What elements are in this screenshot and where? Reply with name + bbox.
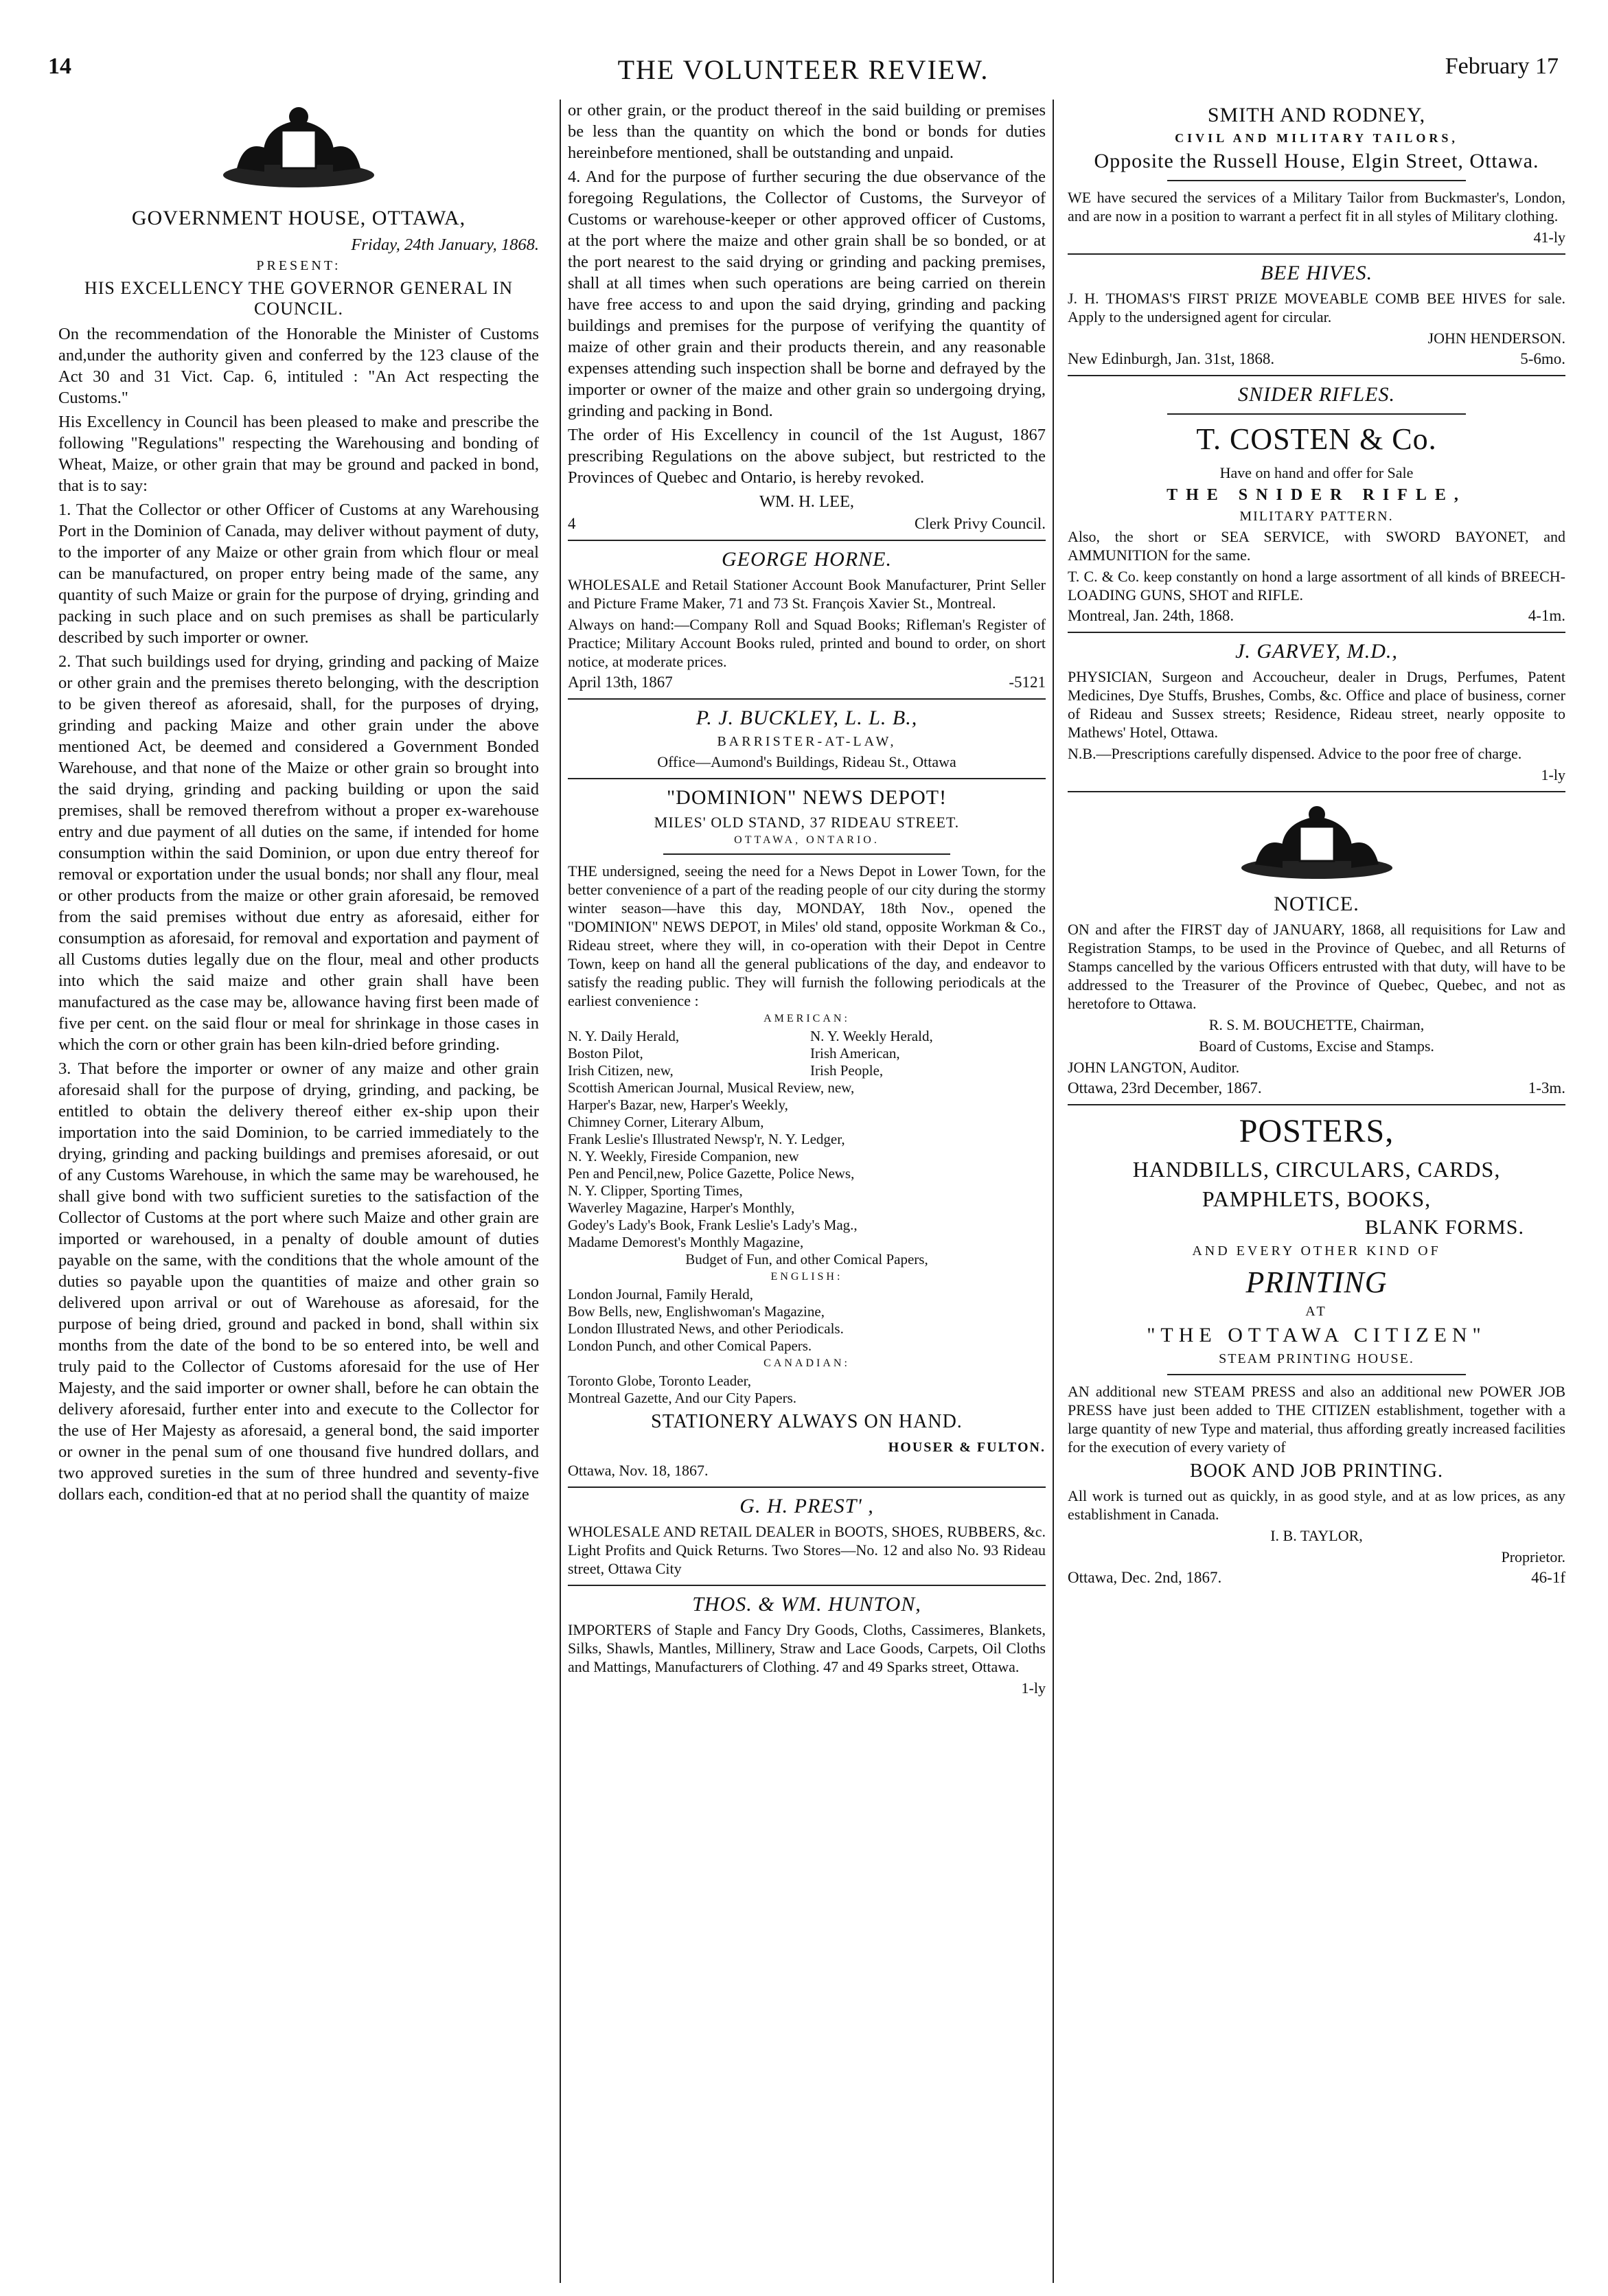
posters-heading: POSTERS,	[1239, 1113, 1394, 1149]
notice-dateline	[1068, 1079, 1565, 1097]
stationery-heading: STATIONERY ALWAYS ON HAND.	[651, 1411, 963, 1432]
signature-title: Clerk Privy Council.	[914, 515, 1046, 532]
periodicals-american-more	[568, 1079, 1046, 1268]
citizen-heading: "THE OTTAWA CITIZEN"	[1147, 1324, 1486, 1346]
periodical: Montreal Gazette, And our City Papers.	[568, 1390, 797, 1406]
divider	[1167, 1374, 1466, 1375]
ad-subheading: CIVIL AND MILITARY TAILORS,	[1175, 131, 1458, 145]
notice-date: Ottawa, 23rd December, 1867.	[1068, 1079, 1262, 1097]
ad-text: WE have secured the services of a Military Tailor from Buckmaster's, London, and are now in a position to warrant a perfect fit in all styles of Military clothing.	[1068, 189, 1565, 225]
page-header	[48, 54, 1559, 95]
printing-line: AND EVERY OTHER KIND OF	[1192, 1243, 1441, 1259]
council-heading: HIS EXCELLENCY THE GOVERNOR GENERAL IN COUNCIL.	[84, 278, 514, 319]
book-job-heading: BOOK AND JOB PRINTING.	[1190, 1460, 1443, 1482]
ad-heading-preston: G. H. PREST' ,	[739, 1495, 874, 1517]
divider	[1068, 791, 1565, 792]
ad-heading-garvey: J. GARVEY, M.D.,	[1235, 640, 1398, 663]
printing-line: PAMPHLETS, BOOKS,	[1202, 1186, 1432, 1211]
divider	[1068, 253, 1565, 255]
ad-signature: I. B. TAYLOR,	[1270, 1527, 1363, 1544]
ad-dateline	[1068, 607, 1565, 625]
ad-code: 5-6mo.	[1520, 350, 1565, 367]
ad-heading-snider: SNIDER RIFLES.	[1238, 383, 1395, 406]
divider	[568, 1486, 1046, 1488]
ad-signature: Proprietor.	[1501, 1548, 1565, 1565]
ad-address: Opposite the Russell House, Elgin Street, Ottawa.	[1094, 150, 1539, 172]
divider	[568, 698, 1046, 700]
ad-text: T. C. & Co. keep constantly on hond a large assortment of all kinds of BREECH-LOADING GUNS, SHOT and RIFLE.	[1068, 568, 1565, 604]
periodical: London Illustrated News, and other Periodicals.	[568, 1320, 844, 1337]
periodical: Toronto Globe, Toronto Leader,	[568, 1373, 752, 1389]
ad-subheading: BARRISTER-AT-LAW,	[717, 734, 897, 749]
notice-signature: Board of Customs, Excise and Stamps.	[1199, 1037, 1434, 1055]
order-paragraph: 3. That before the importer or owner of any maize and other grain aforesaid shall for the purpose of drying, grinding, and packing, be entitled to obtain the delivery thereof either ex-ship upon their importation into the said Dominion, to be carried immediately to the drying, grinding and packing buildings and premises aforesaid, or out of any Customs Warehouse, in which the same may be warehoused, he shall give bond with two sufficient sureties to the satisfaction of the Collector of Customs at the port where such Maize and other grain are imported or warehoused, in a penalty of double amount of duties payable on the same, with the conditions that the whole amount of the duties so payable upon the quantities of maize and other grain so delivered upon arrival or out of Warehouse as aforesaid, for the purpose of being dried, ground and packed in bond, shall within six months from the date of the bond to be so entered into, be well and truly paid to the Collector of Customs aforesaid for the use of Her Majesty, and the said importer or owner shall, before he can obtain the delivery aforesaid, further enter into and execute to the Collector for the use of Her Majesty as aforesaid, a general bond, the said importer or owner in the penal sum of one thousand five hundred dollars, and two approved sureties in the sum of three hundred and seventy-five dollars each, condition-ed that at no period shall the quantity of maize	[58, 1059, 539, 1504]
order-paragraph: On the recommendation of the Honorable the Minister of Customs and,under the authority given and conferred by the 123 clause of the Act 30 and 31 Vict. Cap. 6, intituled : "An Act respecting the Customs."	[58, 325, 539, 407]
ad-text: IMPORTERS of Staple and Fancy Dry Goods, Cloths, Cassimeres, Blankets, Silks, Shawls, Mantles, Millinery, Straw and Lace Goods, Carpets, Oil Cloths and Mattings, Manufacturers of Clothing. 47 and 49 Sparks street, Ottawa.	[568, 1621, 1046, 1675]
present-label: PRESENT:	[256, 258, 341, 273]
printing-line: STEAM PRINTING HOUSE.	[1219, 1351, 1414, 1366]
periodical: Frank Leslie's Illustrated Newsp'r, N. Y. Ledger,	[568, 1131, 845, 1147]
signature-name: WM. H. LEE,	[759, 492, 855, 511]
ad-signature: JOHN HENDERSON.	[1427, 330, 1565, 347]
periodical: Pen and Pencil,new, Police Gazette, Police News,	[568, 1165, 855, 1182]
ad-text: WHOLESALE AND RETAIL DEALER in BOOTS, SHOES, RUBBERS, &c. Light Profits and Quick Returns. Two Stores—No. 12 and also No. 93 Rideau street, Ottawa City	[568, 1523, 1046, 1577]
periodical: N. Y. Daily Herald,	[568, 1028, 680, 1044]
ad-code: 4-1m.	[1528, 607, 1565, 624]
periodical: Godey's Lady's Book, Frank Leslie's Lady's Mag.,	[568, 1217, 858, 1233]
ad-heading-smith: SMITH AND RODNEY,	[1207, 104, 1426, 126]
divider	[568, 540, 1046, 541]
periodicals-american	[568, 1028, 1046, 1079]
printing-line: AT	[1305, 1304, 1328, 1319]
ad-text: All work is turned out as quickly, in as good style, and at as low prices, as any establishment in Canada.	[1068, 1487, 1565, 1523]
ad-product: THE SNIDER RIFLE,	[1167, 486, 1467, 504]
periodicals-english	[568, 1286, 1046, 1355]
order-paragraph: 4. And for the purpose of further securing the due observance of the foregoing Regulations, the Collector of Customs, the Surveyor of Customs or warehouse-keeper or other approved officer of Customs, at the port where the maize and other grain shall be so bonded, or at the port nearest to the said drying or grinding and packing premises, shall at all times when such operations are being carried on therein have free access to and upon the said drying, grinding and packing buildings and premises for the purpose of verifying the quantity of maize of other grain and their products therein, and any reasonable expenses attending such inspection shall be borne and defrayed by the importer or owner of the maize and other grain so undergoing drying, grinding and packing in Bond.	[568, 168, 1046, 420]
periodical: London Journal, Family Herald,	[568, 1286, 754, 1302]
divider	[1068, 632, 1565, 633]
notice-heading: NOTICE.	[1274, 893, 1359, 915]
notice-text: ON and after the FIRST day of JANUARY, 1868, all requisitions for Law and Registration Stamps, to be used in the Province of Quebec, and all Returns of Stamps cancelled by the various Officers entrusted with that duty, will have to be addressed to the Treasurer of the Province of Quebec, Quebec, and not as heretofore to Ottawa.	[1068, 921, 1565, 1012]
divider	[663, 853, 950, 855]
place-heading: GOVERNMENT HOUSE, OTTAWA,	[131, 207, 466, 229]
periodical: N. Y. Weekly Herald,	[810, 1028, 933, 1044]
list-label: ENGLISH:	[770, 1271, 843, 1283]
royal-arms-emblem	[216, 100, 381, 203]
ad-text: PHYSICIAN, Surgeon and Accoucheur, dealer in Drugs, Perfumes, Patent Medicines, Dye Stuffs, Brushes, Combs, &c. Office and place of business, corner of Rideau and Sussex streets; Residence, Rideau street, nearly opposite to Mathews' Hotel, Ottawa.	[1068, 668, 1565, 741]
order-paragraph: His Excellency in Council has been pleased to make and prescribe the following "Regulations" respecting the Warehousing and bonding of Wheat, Maize, or other grain that may be ground and packed in bond, that is to say:	[58, 413, 539, 495]
column-2	[560, 100, 1054, 2283]
periodicals-canadian	[568, 1373, 1046, 1407]
order-paragraph: or other grain, or the product thereof in the said building or premises be less than the quantity on which the bond or bonds for duties hereinbefore mentioned, shall be outstanding and unpaid.	[568, 101, 1046, 162]
ad-code: 1-ly	[1021, 1679, 1046, 1697]
list-label: AMERICAN:	[763, 1013, 850, 1024]
page-number: 14	[48, 54, 71, 79]
ad-date: New Edinburgh, Jan. 31st, 1868.	[1068, 350, 1275, 367]
ad-date: Ottawa, Dec. 2nd, 1867.	[1068, 1569, 1222, 1586]
periodical: Irish American,	[810, 1045, 900, 1061]
notice-code: 1-3m.	[1528, 1079, 1565, 1097]
ad-code: 1-ly	[1541, 766, 1565, 783]
order-paragraph: The order of His Excellency in council of the 1st August, 1867 prescribing Regulations on the above subject, but restricted to the Provinces of Quebec and Ontario, is hereby revoked.	[568, 426, 1046, 487]
ad-text: Also, the short or SEA SERVICE, with SWORD BAYONET, and AMMUNITION for the same.	[1068, 528, 1565, 564]
periodical: Madame Demorest's Monthly Magazine,	[568, 1234, 804, 1250]
ad-dateline	[568, 674, 1046, 691]
periodical: Bow Bells, new, Englishwoman's Magazine,	[568, 1303, 825, 1320]
notice-signature: JOHN LANGTON, Auditor.	[1068, 1059, 1240, 1076]
ad-company-costen: T. COSTEN & Co.	[1196, 422, 1437, 456]
signature-number: 4	[568, 515, 576, 532]
printing-line: HANDBILLS, CIRCULARS, CARDS,	[1132, 1157, 1501, 1182]
ad-text: WHOLESALE and Retail Stationer Account Book Manufacturer, Print Seller and Picture Frame Maker, 71 and 73 St. François Xavier St., Montreal.	[568, 576, 1046, 612]
ad-text: N.B.—Prescriptions carefully dispensed. Advice to the poor free of charge.	[1068, 745, 1522, 762]
order-date: Friday, 24th January, 1868.	[351, 236, 539, 254]
order-paragraph: 2. That such buildings used for drying, grinding and packing of Maize or other grain and the premises thereto belonging, with the description to be given thereof as aforesaid, shall, for the purposes of drying, grinding and packing Maize and other grain under the above mentioned Act, be deemed and considered a Government Bonded Warehouse, and that none of the Maize or other grain so brought into the said drying, grinding and packing building or upon the said premises, shall be removed therefrom without a proper ex-warehouse entry and due payment of all duties on the same, if intended for home consumption within the said Dominion, or upon due entry thereof for removal or exportation under the usual bonds; nor shall any flour, meal or other products from the maize or other grain aforesaid, be removed from the said premises without due entry as aforesaid, either for consumption as aforesaid, for removal and exportation and payment of all Customs duties legally due on the flour, meal and other products into which the said maize and other grain shall have been manufactured as the case may be, allowance having first been made of five per cent. on the said flour or meal for shrinkage in those cases in which the corn or other grain has been kiln-dried before grinding.	[58, 652, 539, 1054]
divider	[1068, 375, 1565, 376]
royal-arms-emblem	[1234, 799, 1399, 888]
ad-date: Montreal, Jan. 24th, 1868.	[1068, 607, 1234, 624]
periodical: Irish Citizen, new,	[568, 1062, 674, 1079]
divider	[1167, 413, 1466, 415]
masthead-title: THE VOLUNTEER REVIEW.	[617, 54, 989, 85]
ad-text: Always on hand:—Company Roll and Squad Books; Rifleman's Register of Practice; Military Account Books ruled, printed and bound to order, on short notice, at moderate prices.	[568, 616, 1046, 670]
ad-date: Ottawa, Nov. 18, 1867.	[568, 1462, 709, 1479]
ad-heading-hunton: THOS. & WM. HUNTON,	[692, 1593, 921, 1616]
column-3	[1068, 100, 1565, 2283]
ad-text: AN additional new STEAM PRESS and also an additional new POWER JOB PRESS have just been added to THE CITIZEN establishment, together with a large quantity of new Type and material, thus affording greatly increased facilities for the execution of every variety of	[1068, 1383, 1565, 1456]
periodical: Scottish American Journal, Musical Review, new,	[568, 1079, 855, 1096]
order-paragraph: 1. That the Collector or other Officer of Customs at any Warehousing Port in the Dominion of Canada, may deliver without payment of duty, to the importer of any Maize or other grain from which flour or meal can be manufactured, on proper entry being made of the same, any quantity of such Maize or grain for the purpose of drying, grinding and packing in such place and on such premises as shall be particularly described by such importer or owner.	[58, 501, 539, 647]
periodical: Chimney Corner, Literary Album,	[568, 1114, 764, 1130]
ad-heading-bee: BEE HIVES.	[1260, 262, 1373, 284]
ad-text: THE undersigned, seeing the need for a News Depot in Lower Town, for the better convenience of a part of the reading people of our city during the stormy winter season—have this day, MONDAY, 18th Nov., opened the "DOMINION" NEWS DEPOT, in Miles' old stand, opposite Workman & Co., Rideau street, where they will, in co-operation with their Depot in Centre Town, keep on hand all the general publications of the day, and endeavor to satisfy the reading public. They will furnish the following periodicals at the earliest convenience :	[568, 862, 1046, 1009]
ad-code: -5121	[1009, 674, 1046, 691]
divider	[1068, 1104, 1565, 1105]
divider	[568, 778, 1046, 779]
divider	[568, 1585, 1046, 1586]
periodical: Budget of Fun, and other Comical Papers,	[685, 1251, 928, 1267]
ad-text: J. H. THOMAS'S FIRST PRIZE MOVEABLE COMB BEE HIVES for sale. Apply to the undersigned agent for circular.	[1068, 290, 1565, 325]
ad-subheading: MILES' OLD STAND, 37 RIDEAU STREET.	[654, 814, 960, 831]
ad-heading-depot: "DOMINION" NEWS DEPOT!	[666, 786, 947, 809]
ad-text: Have on hand and offer for Sale	[1219, 464, 1414, 481]
ad-dateline	[1068, 1569, 1565, 1587]
periodical: Harper's Bazar, new, Harper's Weekly,	[568, 1097, 788, 1113]
ad-heading-horne: GEORGE HORNE.	[722, 548, 892, 571]
printing-line: BLANK FORMS.	[1364, 1216, 1524, 1239]
notice-signature: R. S. M. BOUCHETTE, Chairman,	[1208, 1016, 1425, 1033]
ad-code: 41-ly	[1533, 229, 1565, 246]
ad-subheading: MILITARY PATTERN.	[1239, 509, 1394, 524]
ad-heading-buckley: P. J. BUCKLEY, L. L. B.,	[696, 707, 918, 729]
periodical: Boston Pilot,	[568, 1045, 643, 1061]
periodical: London Punch, and other Comical Papers.	[568, 1338, 812, 1354]
list-label: CANADIAN:	[763, 1357, 850, 1369]
column-1	[58, 100, 539, 2283]
ad-dateline	[1068, 350, 1565, 368]
ad-date: April 13th, 1867	[568, 674, 673, 691]
ad-address: Office—Aumond's Buildings, Rideau St., Ottawa	[657, 753, 956, 770]
signature-line	[568, 515, 1046, 533]
divider	[1167, 180, 1466, 181]
periodical: N. Y. Weekly, Fireside Companion, new	[568, 1148, 799, 1164]
ad-signature: HOUSER & FULTON.	[888, 1440, 1046, 1455]
ad-location: OTTAWA, ONTARIO.	[734, 834, 880, 846]
periodical: Waverley Magazine, Harper's Monthly,	[568, 1199, 795, 1216]
printing-heading: PRINTING	[1245, 1265, 1388, 1299]
ad-code: 46-1f	[1531, 1569, 1565, 1586]
issue-date: February 17	[1445, 54, 1559, 79]
periodical: Irish People,	[810, 1062, 884, 1079]
periodical: N. Y. Clipper, Sporting Times,	[568, 1182, 743, 1199]
